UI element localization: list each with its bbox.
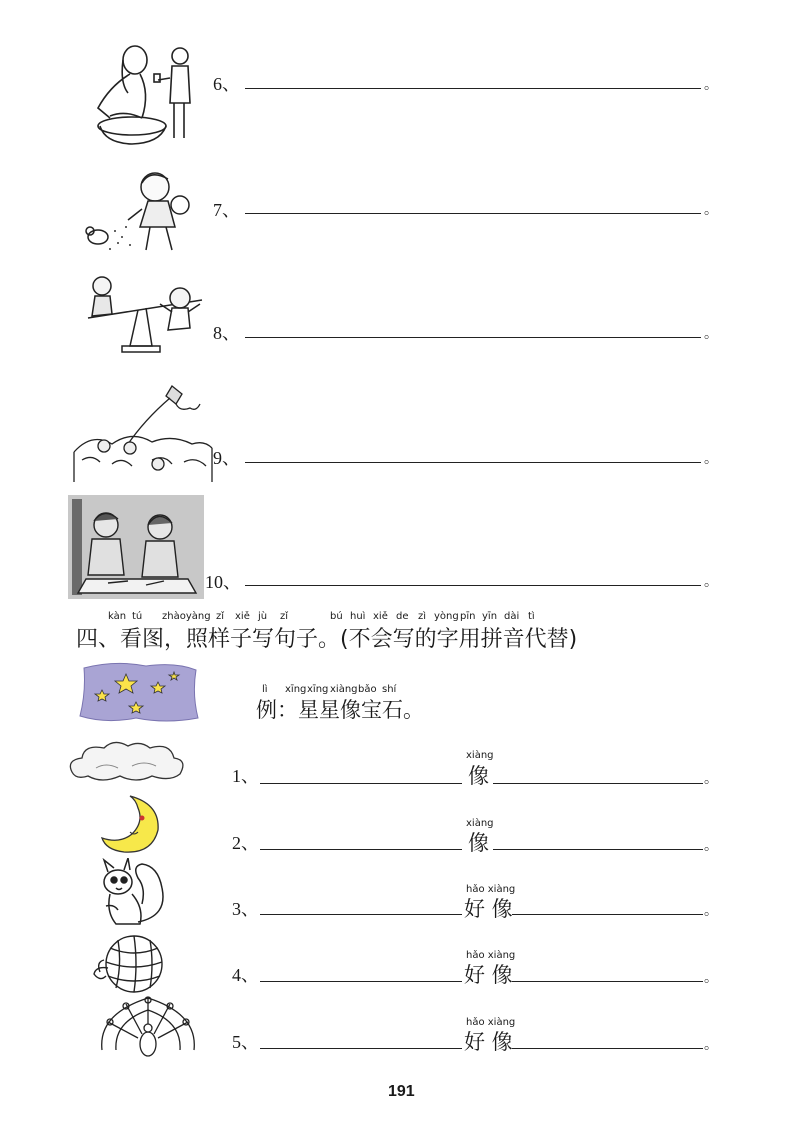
item-10-number: 10、 — [205, 572, 241, 592]
starry-sky-picture — [76, 660, 200, 724]
watermelon-picture — [92, 932, 166, 996]
title-pinyin-ti: tì — [528, 611, 535, 622]
item-10-answer-line[interactable] — [245, 585, 701, 586]
title-pinyin-zi3: zì — [418, 611, 427, 622]
item-3-period: 。 — [704, 903, 718, 919]
title-pinyin-zi2: zǐ — [280, 611, 289, 622]
peacock-picture — [96, 994, 200, 1060]
example-pinyin-xing1: xīng — [285, 684, 307, 695]
item-8-number: 8、 — [213, 323, 240, 343]
item-9-answer-line[interactable] — [245, 462, 701, 463]
item-3-answer-line-b[interactable] — [512, 914, 703, 915]
title-pinyin-zhaoyang: zhàoyàng — [162, 611, 211, 622]
item-2-number: 2、 — [232, 833, 259, 853]
item-6-period: 。 — [704, 77, 718, 93]
item-4-period: 。 — [704, 970, 718, 986]
kite-flying-picture — [72, 382, 214, 482]
item-1-period: 。 — [704, 771, 718, 787]
item-2-answer-line-a[interactable] — [260, 849, 462, 850]
kids-seesaw-picture — [80, 268, 210, 358]
item-1-keyword: 像 — [468, 764, 489, 788]
item-1-answer-line-a[interactable] — [260, 783, 462, 784]
item-5-number: 5、 — [232, 1032, 259, 1052]
title-pinyin-dai: dài — [504, 611, 520, 622]
item-3-pinyin: hǎo xiàng — [466, 884, 516, 895]
example-pinyin-li: lì — [262, 684, 268, 695]
item-1-answer-line-b[interactable] — [493, 783, 703, 784]
title-pinyin-xie2: xiě — [373, 611, 388, 622]
kids-studying-picture — [68, 495, 204, 599]
item-5-answer-line-b[interactable] — [512, 1048, 703, 1049]
title-pinyin-xie: xiě — [235, 611, 250, 622]
item-6-number: 6、 — [213, 74, 240, 94]
item-5-keyword: 好 像 — [464, 1030, 513, 1054]
page-number: 191 — [388, 1083, 415, 1100]
item-3-answer-line-a[interactable] — [260, 914, 462, 915]
cloud-picture — [66, 738, 188, 786]
title-pinyin-kan: kàn — [108, 611, 127, 622]
title-pinyin-tu: tú — [132, 611, 143, 622]
title-pinyin-pin: pīn — [460, 611, 476, 622]
title-pinyin-bu: bú — [330, 611, 343, 622]
title-pinyin-de: de — [396, 611, 409, 622]
example-sentence: 例：星星像宝石。 — [256, 698, 424, 722]
example-pinyin-bao: bǎo — [358, 684, 377, 695]
title-pinyin-hui: huì — [350, 611, 366, 622]
example-pinyin-xing2: xīng — [307, 684, 329, 695]
item-2-pinyin: xiàng — [466, 818, 494, 829]
girl-feeding-chicks-picture — [80, 165, 210, 260]
item-2-keyword: 像 — [468, 831, 489, 855]
item-3-number: 3、 — [232, 899, 259, 919]
item-8-answer-line[interactable] — [245, 337, 701, 338]
moon-picture — [100, 794, 164, 856]
item-4-keyword: 好 像 — [464, 963, 513, 987]
item-2-period: 。 — [704, 838, 718, 854]
item-9-period: 。 — [704, 451, 718, 467]
item-5-answer-line-a[interactable] — [260, 1048, 462, 1049]
item-7-period: 。 — [704, 202, 718, 218]
title-pinyin-zi: zǐ — [216, 611, 225, 622]
item-3-keyword: 好 像 — [464, 897, 513, 921]
mother-washing-picture — [80, 38, 210, 148]
item-4-answer-line-a[interactable] — [260, 981, 462, 982]
item-10-period: 。 — [704, 574, 718, 590]
item-4-answer-line-b[interactable] — [512, 981, 703, 982]
item-7-answer-line[interactable] — [245, 213, 701, 214]
squirrel-picture — [96, 858, 168, 932]
item-6-answer-line[interactable] — [245, 88, 701, 89]
section-4-title: 四、看图，照样子写句子。(不会写的字用拼音代替) — [76, 627, 578, 652]
item-8-period: 。 — [704, 326, 718, 342]
item-2-answer-line-b[interactable] — [493, 849, 703, 850]
example-pinyin-shi: shí — [382, 684, 397, 695]
title-pinyin-yong: yòng — [434, 611, 459, 622]
item-4-pinyin: hǎo xiàng — [466, 950, 516, 961]
item-4-number: 4、 — [232, 965, 259, 985]
item-7-number: 7、 — [213, 200, 240, 220]
title-pinyin-ju: jù — [258, 611, 268, 622]
item-5-pinyin: hǎo xiàng — [466, 1017, 516, 1028]
item-1-number: 1、 — [232, 766, 259, 786]
item-5-period: 。 — [704, 1037, 718, 1053]
item-9-number: 9、 — [213, 448, 240, 468]
example-pinyin-xiang: xiàng — [330, 684, 358, 695]
title-pinyin-yin: yīn — [482, 611, 498, 622]
item-1-pinyin: xiàng — [466, 750, 494, 761]
